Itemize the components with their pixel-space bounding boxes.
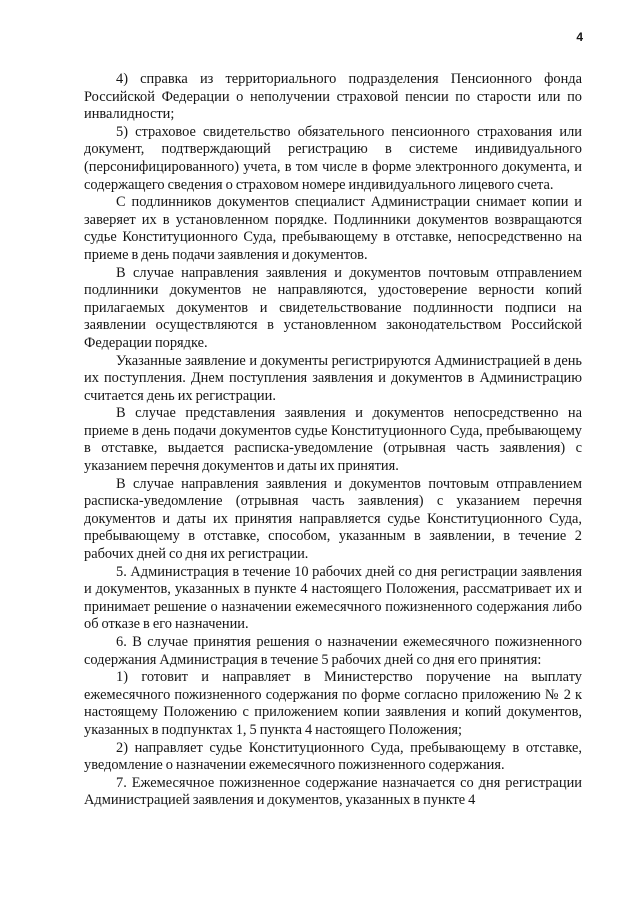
paragraph-clause-7: 7. Ежемесячное пожизненное содержание назначается со дня регистрации Администрацией заявления и документов, указанных в пункте 4	[84, 774, 582, 809]
paragraph-receipt-in-person: В случае представления заявления и документов непосредственно на приеме в день подачи документов судье Конституционного Суда, пребывающему в отставке, выдается расписка-уведомление (отрывная часть заявления) с указанием перечня документов и даты их принятия.	[84, 405, 582, 475]
paragraph-postal-submission: В случае направления заявления и документов почтовым отправлением подлинники документов не направляются, удостоверение верности копий прилагаемых документов и свидетельствование подлинности подписи на заявлении осуществляются в установленном законодательством Российской Федерации порядке.	[84, 264, 582, 351]
paragraph-item-5-insurance-certificate: 5) страховое свидетельство обязательного пенсионного страхования или документ, подтверждающий регистрацию в системе индивидуального (персонифицированного) учета, в том числе в форме электронного документа, и содержащего сведения о страховом номере индивидуального лицевого счета.	[84, 123, 582, 193]
document-body	[84, 71, 582, 810]
paragraph-registration: Указанные заявление и документы регистрируются Администрацией в день их поступления. Днем поступления заявления и документов в Администрацию считается день их регистрации.	[84, 352, 582, 404]
paragraph-clause-6: 6. В случае принятия решения о назначении ежемесячного пожизненного содержания Администрация в течение 5 рабочих дней со дня его принятия:	[84, 634, 582, 668]
paragraph-clause-6-item-1: 1) готовит и направляет в Министерство поручение на выплату ежемесячного пожизненного содержания по форме согласно приложению № 2 к настоящему Положению с приложением копии заявления и копий документов, указанных в подпунктах 1, 5 пункта 4 настоящего Положения;	[84, 669, 582, 738]
paragraph-item-4-pension-certificate: 4) справка из территориального подразделения Пенсионного фонда Российской Федерации о неполучении страховой пенсии по старости или по инвалидности;	[84, 71, 582, 123]
paragraph-clause-6-item-2: 2) направляет судье Конституционного Суда, пребывающему в отставке, уведомление о назначении ежемесячного пожизненного содержания.	[84, 739, 582, 774]
paragraph-clause-5: 5. Администрация в течение 10 рабочих дней со дня регистрации заявления и документов, указанных в пункте 4 настоящего Положения, рассматривает их и принимает решение о назначении ежемесячного пожизненного содержания либо об отказе в его назначении.	[84, 563, 582, 633]
paragraph-document-copies: С подлинников документов специалист Администрации снимает копии и заверяет их в установленном порядке. Подлинники документов возвращаются судье Конституционного Суда, пребывающему в отставке, непосредственно на приеме в день подачи заявления и документов.	[84, 194, 582, 263]
paragraph-receipt-by-post: В случае направления заявления и документов почтовым отправлением расписка-уведомление (отрывная часть заявления) с указанием перечня документов и даты их принятия направляется судье Конституционного Суда, пребывающему в отставке, способом, указанным в заявлении, в течение 2 рабочих дней со дня их регистрации.	[84, 475, 582, 563]
page-number: 4	[576, 30, 583, 44]
